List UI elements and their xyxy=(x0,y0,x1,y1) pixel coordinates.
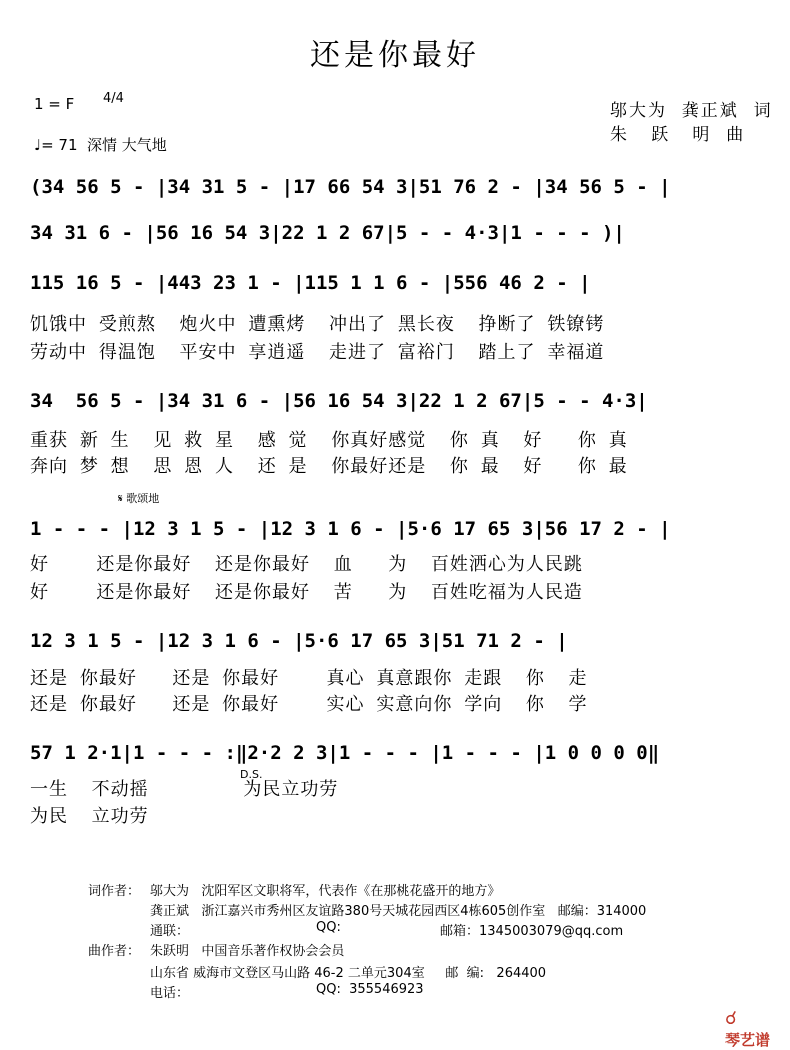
footer-email: 邮箱：1345003079@qq.com xyxy=(440,924,624,939)
footer-contact-label: 通联： xyxy=(150,924,190,939)
site-logo xyxy=(715,990,770,1050)
time-signature: 4/4 xyxy=(103,91,124,106)
ds-mark: D.S. xyxy=(240,768,263,781)
footer-composer-label: 曲作者： xyxy=(88,944,141,959)
lyric-line-3b: 劳动中 得温饱 平安中 享逍遥 走进了 富裕门 踏上了 幸福道 xyxy=(30,342,605,363)
score-line-2: 34 31 6 - |56 16 54 3|22 1 2 67|5 - - 4·3|1 - - - )| xyxy=(30,222,625,244)
song-title: 还是你最好 xyxy=(310,38,480,73)
footer-composer-1: 朱跃明 中国音乐著作权协会会员 xyxy=(150,944,345,959)
score-line-6: 12 3 1 5 - |12 3 1 6 - |5·6 17 65 3|51 71 2 - | xyxy=(30,630,568,652)
footer-lyricist-label: 词作者： xyxy=(88,884,141,899)
composer-credit: 朱 跃 明 曲 xyxy=(610,125,746,145)
key-signature: 1 = F xyxy=(34,95,75,113)
score-line-5: 1 - - - |12 3 1 5 - |12 3 1 6 - |5·6 17 65 3|56 17 2 - | xyxy=(30,518,671,540)
lyric-line-7a: 一生 不动摇 为民立功劳 xyxy=(30,779,339,800)
footer-lyricist-2: 龚正斌 浙江嘉兴市秀州区友谊路380号天城花园西区4栋605创作室 邮编：314000 xyxy=(150,904,647,919)
score-line-4: 34 56 5 - |34 31 6 - |56 16 54 3|22 1 2 67|5 - - 4·3| xyxy=(30,390,648,412)
lyricist-credit: 邬大为 龚正斌 词 xyxy=(610,101,773,121)
score-line-7: 57 1 2·1|1 - - - :‖2·2 2 3|1 - - - |1 - - - |1 0 0 0 0‖ xyxy=(30,742,660,764)
lyric-line-6b: 还是 你最好 还是 你最好 实心 实意向你 学向 你 学 xyxy=(30,694,588,715)
lyric-line-3a: 饥饿中 受煎熬 炮火中 遭熏烤 冲出了 黑长夜 挣断了 铁镣铐 xyxy=(30,314,605,335)
qin-logo-icon: ☌ xyxy=(724,1008,738,1029)
footer-qq-label: QQ: xyxy=(316,920,341,935)
footer-lyricist-1: 邬大为 沈阳军区文职将军，代表作《在那桃花盛开的地方》 xyxy=(150,884,501,899)
lyric-line-6a: 还是 你最好 还是 你最好 真心 真意跟你 走跟 你 走 xyxy=(30,668,588,689)
footer-qq-2: QQ: 355546923 xyxy=(316,982,424,997)
lyric-line-4a: 重获 新 生 见 救 星 感 觉 你真好感觉 你 真 好 你 真 xyxy=(30,430,628,451)
footer-address: 山东省 威海市文登区马山路 46-2 二单元304室 邮 编: 264400 xyxy=(150,966,547,981)
lyric-line-7b: 为民 立功劳 xyxy=(30,806,149,827)
segno-mark: 𝄋 歌颂地 xyxy=(118,492,160,505)
score-line-1: (34 56 5 - |34 31 5 - |17 66 54 3|51 76 2 - |34 56 5 - | xyxy=(30,176,671,198)
tempo-marking: ♩= 71 深情 大气地 xyxy=(34,136,167,154)
lyric-line-5a: 好 还是你最好 还是你最好 血 为 百姓洒心为人民跳 xyxy=(30,554,583,575)
footer-phone-label: 电话： xyxy=(150,986,190,1001)
lyric-line-5b: 好 还是你最好 还是你最好 苦 为 百姓吃福为人民造 xyxy=(30,582,583,603)
lyric-line-4b: 奔向 梦 想 思 恩 人 还 是 你最好还是 你 最 好 你 最 xyxy=(30,456,628,477)
site-logo-text: 琴艺谱 xyxy=(724,1031,770,1049)
expression-mark: 歌颂地 xyxy=(126,492,160,505)
score-line-3: 115 16 5 - |443 23 1 - |115 1 1 6 - |556 46 2 - | xyxy=(30,272,591,294)
